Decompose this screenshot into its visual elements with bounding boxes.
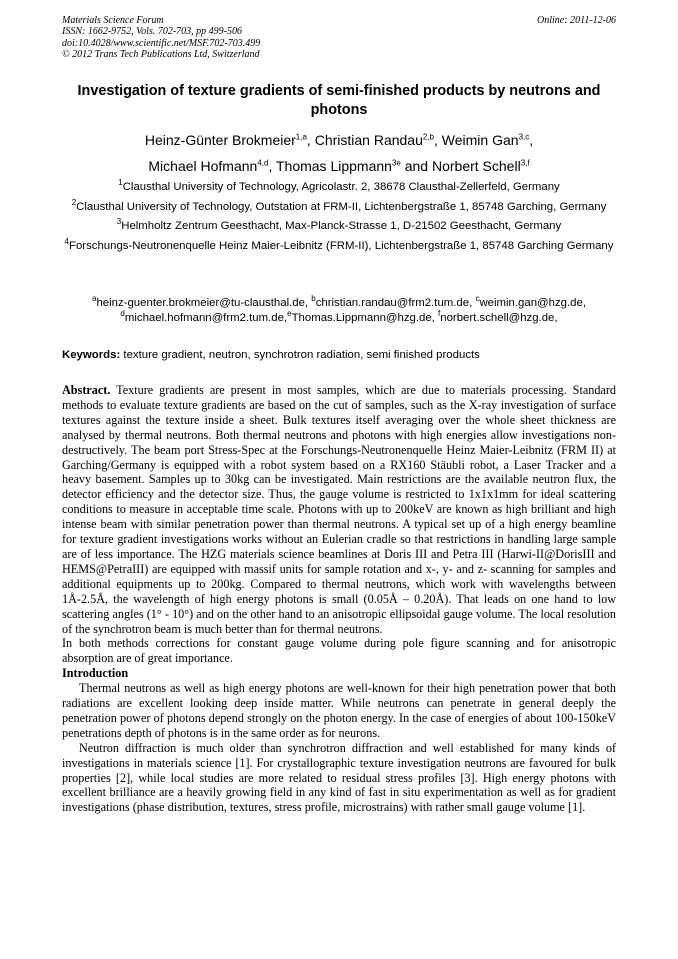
affiliation-sup: 3 [116, 217, 122, 227]
introduction-heading: Introduction [62, 666, 129, 681]
author-name: Thomas Lippmann [275, 158, 392, 174]
introduction-paragraph-1: Thermal neutrons as well as high energy photons are well-known for their high penetration power that both radiations are excellent looking deep inside matter. While neutrons can penetrate in general deeply the penetration power of photons depend strongly on the photon energy. In the case of energies of about 100-150keV penetrations depth of photons is in the same order as for neurons. [62, 681, 616, 740]
email-link[interactable]: christian.randau@frm2.tum.de, [315, 297, 476, 309]
journal-name: Materials Science Forum [62, 15, 164, 26]
author-sep: , [268, 158, 276, 174]
email-sup: f [438, 308, 441, 318]
affiliation-text: Helmholtz Zentrum Geesthacht, Max-Planck-Strasse 1, D-21502 Geesthacht, Germany [121, 220, 562, 232]
paper-body [62, 383, 616, 815]
affiliation-text: Clausthal University of Technology, Agricolastr. 2, 38678 Clausthal-Zellerfeld, Germany [122, 181, 560, 193]
copyright-line: © 2012 Trans Tech Publications Ltd, Switzerland [62, 49, 260, 61]
author-name: Michael Hofmann [148, 158, 258, 174]
abstract-label: Abstract. [62, 383, 111, 397]
keywords-label: Keywords: [62, 349, 121, 361]
email-sup: b [311, 294, 316, 304]
author-sup: 3,c [518, 132, 530, 142]
email-sup: a [92, 294, 97, 304]
introduction-paragraph-2: Neutron diffraction is much older than synchrotron diffraction and well established for many kinds of investigations in materials science [1]. For crystallographic texture investigation neutrons are favoured for bulk properties [2], while local studies are more related to residual stress profiles [3]. High energy photons with excellent brilliance are a heavily growing field in any kind of fast in situ experimentation as well as for gradient investigations (phase distribution, textures, stress profile, microstrains) with rather small gauge volume [1]. [62, 740, 616, 815]
email-link[interactable]: weimin.gan@hzg.de, [479, 297, 586, 309]
email-sup: e [287, 308, 292, 318]
doi-line[interactable]: doi:10.4028/www.scientific.net/MSF.702-703.499 [62, 37, 261, 49]
email-link[interactable]: michael.hofmann@frm2.tum.de, [124, 311, 288, 324]
affiliation-sup: 1 [118, 178, 123, 188]
author-sep: , [434, 132, 442, 148]
journal-header [62, 15, 442, 61]
author-sep: , [306, 132, 315, 148]
affiliation-sup: 2 [71, 197, 77, 207]
abstract-paragraph-2: In both methods corrections for constant gauge volume during pole figure scanning and for anisotropic absorption are of great importance. [62, 636, 616, 666]
affiliation [62, 180, 616, 195]
author-sup: 3e [391, 158, 401, 168]
email-sup: c [475, 294, 480, 304]
email-list [62, 296, 616, 325]
paper-title: Investigation of texture gradients of semi-finished products by neutrons and photons [77, 83, 601, 118]
online-date: Online: 2011-12-06 [537, 15, 616, 26]
keywords-line [62, 348, 616, 362]
affiliation [62, 219, 616, 234]
author-sep: , [529, 132, 534, 148]
issn-line: ISSN: 1662-9752, Vols. 702-703, pp 499-506 [62, 26, 242, 38]
affiliation-sup: 4 [64, 236, 69, 246]
email-link[interactable]: norbert.schell@hzg.de, [440, 311, 558, 324]
email-sup: d [120, 308, 125, 318]
abstract-paragraph [62, 383, 616, 636]
email-link[interactable]: Thomas.Lippmann@hzg.de, [291, 311, 439, 324]
abstract-text: Texture gradients are present in most samples, which are due to materials processing. Standard methods to evaluate texture gradients are based on the cut of samples, such as the X-ray investigation of surface textures against the texture inside a sheet. Bulk textures itself averaging over the whole sheet thickness are analysed by thermal neutrons. Both thermal neutrons and photons with high energies allow investigations non-destructively. The beam port Stress-Spec at the Forschungs-Neutronenquelle Heinz Maier-Leibnitz (FRM II) at Garching/Germany is equipped with a robot system based on a RX160 Stäubli robot, a Laser Tracker and a heavy basement. Samples up to 30kg can be investigated. Main restrictions are the available neutron flux, the detector efficiency and the detector size. Thus, the gauge volume is restricted to 1x1x1mm for ideal scattering conditions to measure in acceptable time scale. Photons with up to 200keV are known as high brilliant and high intense beam with similar penetration power than thermal neutrons. A typical set up of a high energy beamline for texture gradient investigations works without an Eulerian cradle so that restrictions in handling large sample are of less importance. The HZG materials science beamlines at Doris III and Petra III (Harwi-II@DorisIII and HEMS@PetraIII) are equipped with massif units for sample rotation and x-, y- and z- scanning for samples and additional equipments up to 200kg. Compared to thermal neutrons, which work with wavelengths between 1Å-2.5Å, the wavelength of high energy photons is small (0.05Å – 0.20Å). That leads on one hand to low scattering angles (1° - 10°) and on the other hand to an anisotropic ellipsoidal gauge volume. The local resolution of the synchrotron beam is much better than for thermal neutrons. [62, 383, 616, 636]
author-sup: 2,b [422, 132, 434, 142]
affiliation [62, 236, 616, 254]
author-name: Heinz-Günter Brokmeier [144, 132, 296, 148]
email-link[interactable]: heinz-guenter.brokmeier@tu-clausthal.de, [96, 297, 312, 309]
author-name: Christian Randau [314, 132, 423, 148]
author-name: Weimin Gan [441, 132, 519, 148]
author-sup: 3,f [520, 158, 530, 168]
author-sup: 1,a [295, 132, 307, 142]
author-name: Norbert Schell [431, 158, 521, 174]
affiliation-text: Clausthal University of Technology, Outstation at FRM-II, Lichtenbergstraße 1, 85748 Garching, Germany [76, 200, 607, 213]
affiliation-list [62, 180, 616, 258]
author-sep: and [400, 158, 432, 174]
keywords-text: texture gradient, neutron, synchrotron radiation, semi finished products [120, 349, 480, 361]
author-list [62, 127, 616, 179]
affiliation-text: Forschungs-Neutronenquelle Heinz Maier-Leibnitz (FRM-II), Lichtenbergstraße 1, 85748 Garching Germany [68, 239, 614, 252]
author-sup: 4,d [257, 158, 269, 168]
affiliation [62, 197, 616, 215]
